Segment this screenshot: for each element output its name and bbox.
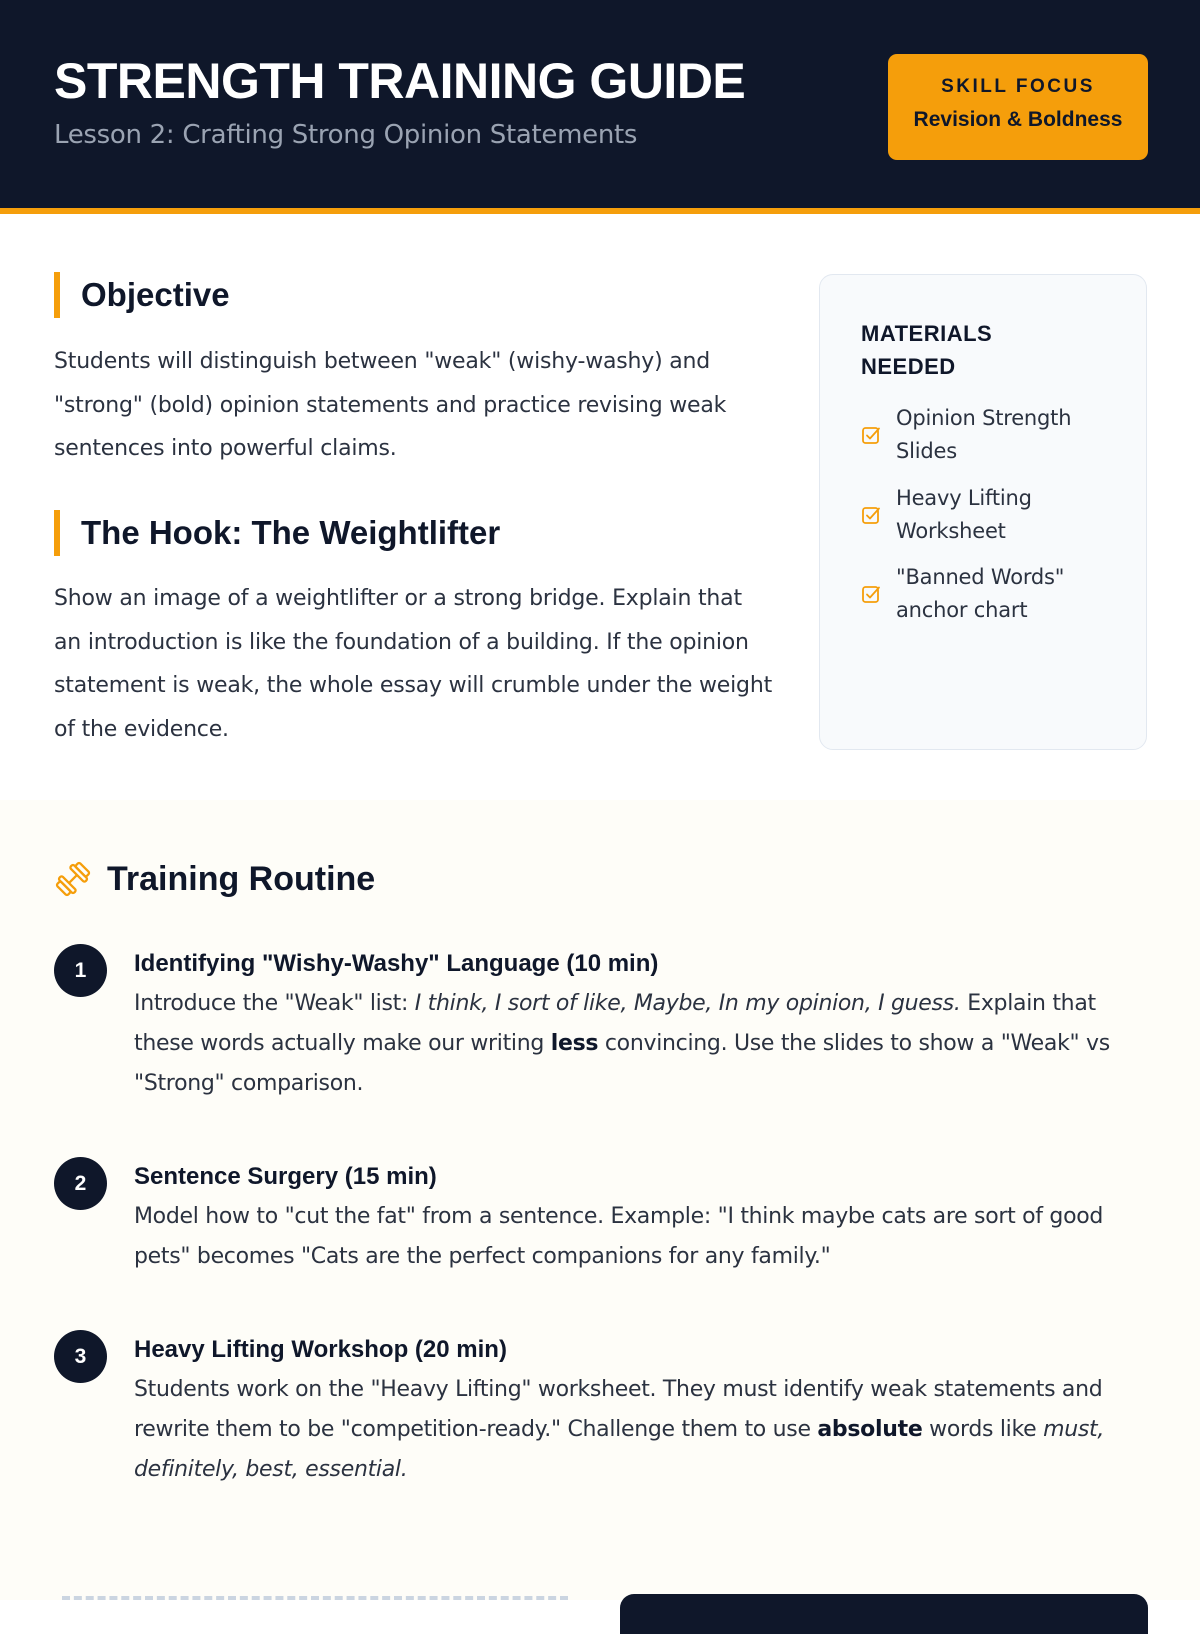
- step-number: 2: [54, 1157, 107, 1210]
- step-description: Students work on the "Heavy Lifting" worksheet. They must identify weak statements and rewrite them to be "competition-ready." Challenge them to use absolute words like must, definitely, best, essential.: [134, 1377, 1105, 1482]
- step-title: Heavy Lifting Workshop (20 min): [134, 1336, 507, 1363]
- dumbbell-icon: [54, 860, 92, 898]
- objective-text: Students will distinguish between "weak" (wishy-washy) and "strong" (bold) opinion statements and practice revising weak sentences into powerful claims.: [54, 349, 727, 461]
- skill-focus-label: SKILL FOCUS: [941, 76, 1095, 97]
- step-description: Introduce the "Weak" list: I think, I sort of like, Maybe, In my opinion, I guess. Explain that these words actually make our writing less convincing. Use the slides to show a "Weak" vs "Strong" comparison.: [134, 991, 1110, 1096]
- step-number: 1: [54, 944, 107, 997]
- materials-item: [861, 561, 1121, 627]
- skill-focus-value: Revision & Boldness: [913, 108, 1123, 131]
- hook-heading: The Hook: The Weightlifter: [54, 510, 500, 556]
- page-header: [0, 0, 1200, 214]
- checkbox-icon: [861, 584, 881, 604]
- objective-heading: Objective: [54, 272, 230, 318]
- materials-item: [861, 482, 1121, 548]
- materials-item-label: "Banned Words" anchor chart: [896, 565, 1065, 622]
- checkbox-icon: [861, 425, 881, 445]
- materials-card: [819, 274, 1147, 750]
- routine-title: Training Routine: [107, 860, 376, 898]
- materials-title: MATERIALS NEEDED: [861, 321, 993, 379]
- checkbox-icon: [861, 505, 881, 525]
- divider: [62, 1596, 568, 1600]
- hook-text: Show an image of a weightlifter or a strong bridge. Explain that an introduction is like the foundation of a building. If the opinion statement is weak, the whole essay will crumble under the weight of the evidence.: [54, 586, 772, 742]
- skill-focus-badge: [888, 54, 1148, 160]
- step-description: Model how to "cut the fat" from a sentence. Example: "I think maybe cats are sort of good pets" becomes "Cats are the perfect companions for any family.": [134, 1204, 1104, 1269]
- step-title: Identifying "Wishy-Washy" Language (10 min): [134, 950, 659, 977]
- page-subtitle: Lesson 2: Crafting Strong Opinion Statements: [54, 120, 638, 150]
- materials-item-label: Opinion Strength Slides: [896, 406, 1072, 463]
- footer-panel: [620, 1594, 1148, 1634]
- page-title: STRENGTH TRAINING GUIDE: [54, 53, 746, 109]
- materials-item: [861, 402, 1121, 468]
- step-title: Sentence Surgery (15 min): [134, 1163, 437, 1190]
- step-number: 3: [54, 1330, 107, 1383]
- materials-item-label: Heavy Lifting Worksheet: [896, 486, 1032, 543]
